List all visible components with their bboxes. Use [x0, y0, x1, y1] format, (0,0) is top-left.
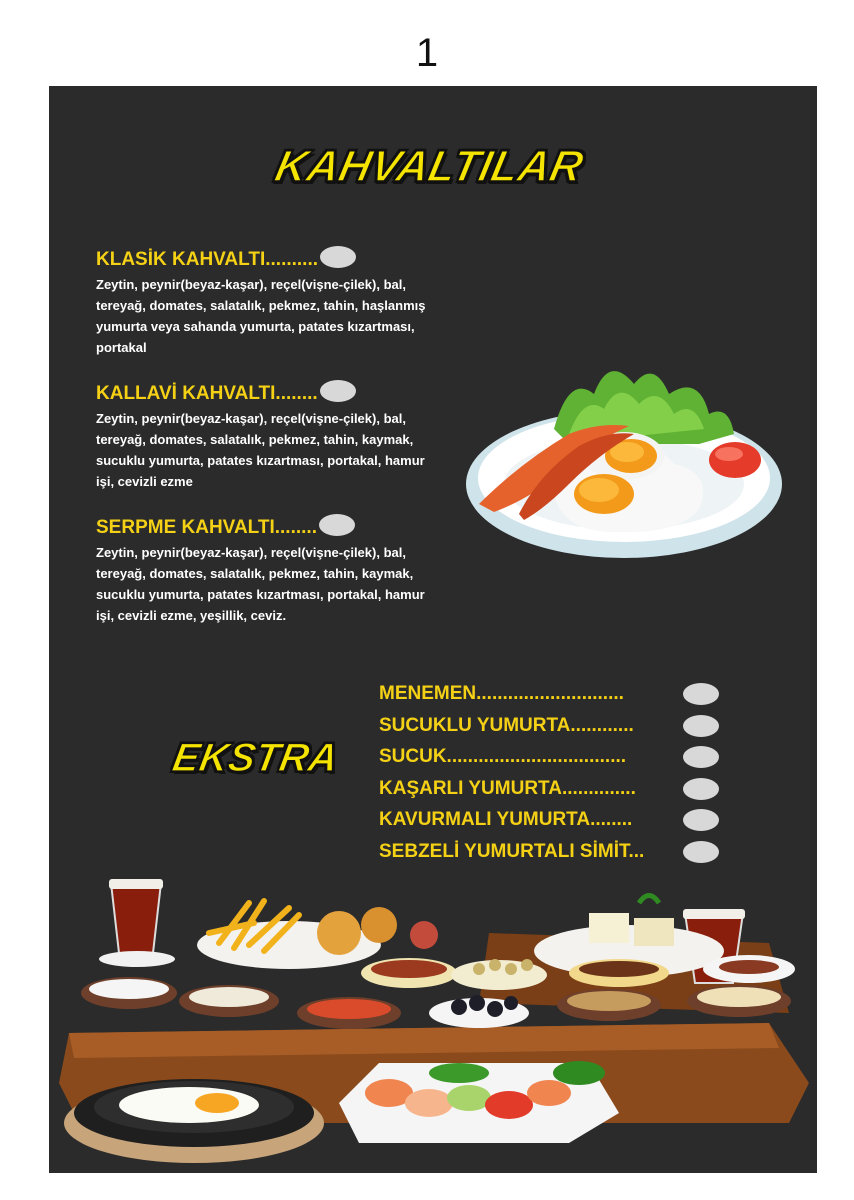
extra-item	[379, 678, 719, 710]
extra-item	[379, 836, 719, 868]
breakfast-item-description: Zeytin, peynir(beyaz-kaşar), reçel(vişne-çilek), bal, tereyağ, domates, salatalık, pekmez, tahin, haşlanmış yumurta veya sahanda yumurta, patates kızartması, portakal	[96, 277, 426, 355]
extra-item-name: SUCUKLU YUMURTA............	[379, 714, 634, 736]
price-placeholder	[683, 683, 719, 705]
menu-panel	[49, 86, 817, 1173]
breakfast-item-kallavi	[96, 380, 516, 492]
breakfast-item-name: KALLAVİ KAHVALTI........	[96, 383, 318, 404]
extra-item-name: KAVURMALI YUMURTA........	[379, 809, 633, 830]
breakfast-item-klasik	[96, 246, 516, 358]
extra-item-name: SUCUK..................................	[379, 746, 627, 767]
price-placeholder	[683, 809, 719, 831]
extra-item-name: SEBZELİ YUMURTALI SİMİT...	[379, 840, 645, 862]
breakfast-item-serpme	[96, 514, 516, 626]
breakfast-item-heading	[96, 246, 516, 273]
breakfast-item-heading	[96, 380, 516, 407]
extra-item	[379, 710, 719, 742]
breakfast-item-description: Zeytin, peynir(beyaz-kaşar), reçel(vişne-çilek), bal, tereyağ, domates, salatalık, pekmez, tahin, kaymak, sucuklu yumurta, patates kızartması, portakal, hamur işi, cevizli ezme, yeşillik, ceviz.	[96, 545, 425, 623]
price-placeholder	[683, 841, 719, 863]
menu-title: KAHVALTILAR	[270, 142, 588, 191]
page-number: 1	[415, 31, 439, 75]
price-placeholder	[683, 746, 719, 768]
extra-item	[379, 773, 719, 805]
price-placeholder	[319, 514, 355, 536]
breakfast-item-name: SERPME KAHVALTI........	[96, 517, 317, 538]
extra-item-name: MENEMEN............................	[379, 683, 624, 704]
breakfast-item-description: Zeytin, peynir(beyaz-kaşar), reçel(vişne-çilek), bal, tereyağ, domates, salatalık, pekmez, tahin, kaymak, sucuklu yumurta, patates kızartması, portakal, hamur işi, cevizli ezme	[96, 411, 425, 489]
price-placeholder	[320, 246, 356, 268]
egg-plate-illustration	[459, 334, 789, 574]
breakfast-spread-photo	[49, 873, 817, 1173]
extras-list	[379, 678, 719, 867]
breakfast-item-heading	[96, 514, 516, 541]
extra-item-name: KAŞARLI YUMURTA..............	[379, 777, 636, 799]
extras-title: EKSTRA	[169, 736, 342, 780]
price-placeholder	[320, 380, 356, 402]
extra-item	[379, 804, 719, 836]
extra-item	[379, 741, 719, 773]
breakfast-item-name: KLASİK KAHVALTI..........	[96, 249, 319, 270]
price-placeholder	[683, 778, 719, 800]
price-placeholder	[683, 715, 719, 737]
